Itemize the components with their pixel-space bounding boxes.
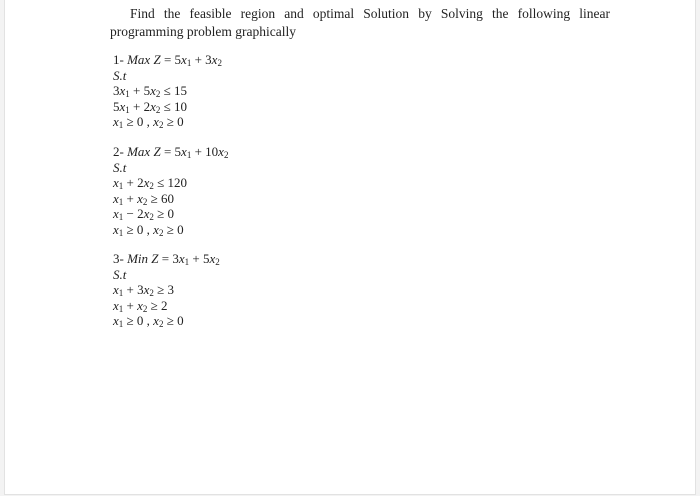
subject-to-label: S.t [113, 67, 127, 83]
problem-1 [113, 52, 222, 130]
objective-function: Max $Z = 5x_1 + 10x_2$ [127, 144, 229, 160]
constraint: $x_1 + x_2 \ge 2$ [113, 297, 168, 314]
problem-number: 1- [113, 52, 124, 67]
document-page [4, 0, 696, 495]
instruction-text: Find the feasible region and optimal Solution by Solving the following linear programming problem graphically [110, 6, 610, 39]
constraint: $x_1 - 2x_2 \ge 0$ [113, 206, 175, 222]
objective-line [113, 52, 222, 68]
non-negativity-constraint: $x_1 \ge 0$ , $x_2 \ge 0$ [113, 221, 184, 238]
objective-function: Min $Z = 3x_1 + 5x_2$ [127, 251, 220, 267]
constraint: $3x_1 + 5x_2 \le 15$ [113, 83, 188, 99]
non-negativity-constraint: $x_1 \ge 0$ , $x_2 \ge 0$ [113, 313, 184, 329]
problem-3 [113, 251, 220, 329]
problem-2 [113, 144, 228, 237]
constraint: $x_1 + x_2 \ge 60$ [113, 190, 175, 207]
problem-number: 3- [113, 251, 124, 266]
problem-number: 2- [113, 144, 124, 159]
non-negativity-constraint: $x_1 \ge 0$ , $x_2 \ge 0$ [113, 114, 184, 130]
constraint: $x_1 + 3x_2 \ge 3$ [113, 282, 175, 298]
objective-line [113, 144, 228, 160]
constraint: $5x_1 + 2x_2 \le 10$ [113, 98, 188, 115]
objective-line [113, 251, 220, 267]
constraint: $x_1 + 2x_2 \le 120$ [113, 175, 188, 191]
subject-to-label: S.t [113, 159, 127, 175]
objective-function: Max $Z = 5x_1 + 3x_2$ [127, 52, 222, 68]
subject-to-label: S.t [113, 266, 127, 282]
